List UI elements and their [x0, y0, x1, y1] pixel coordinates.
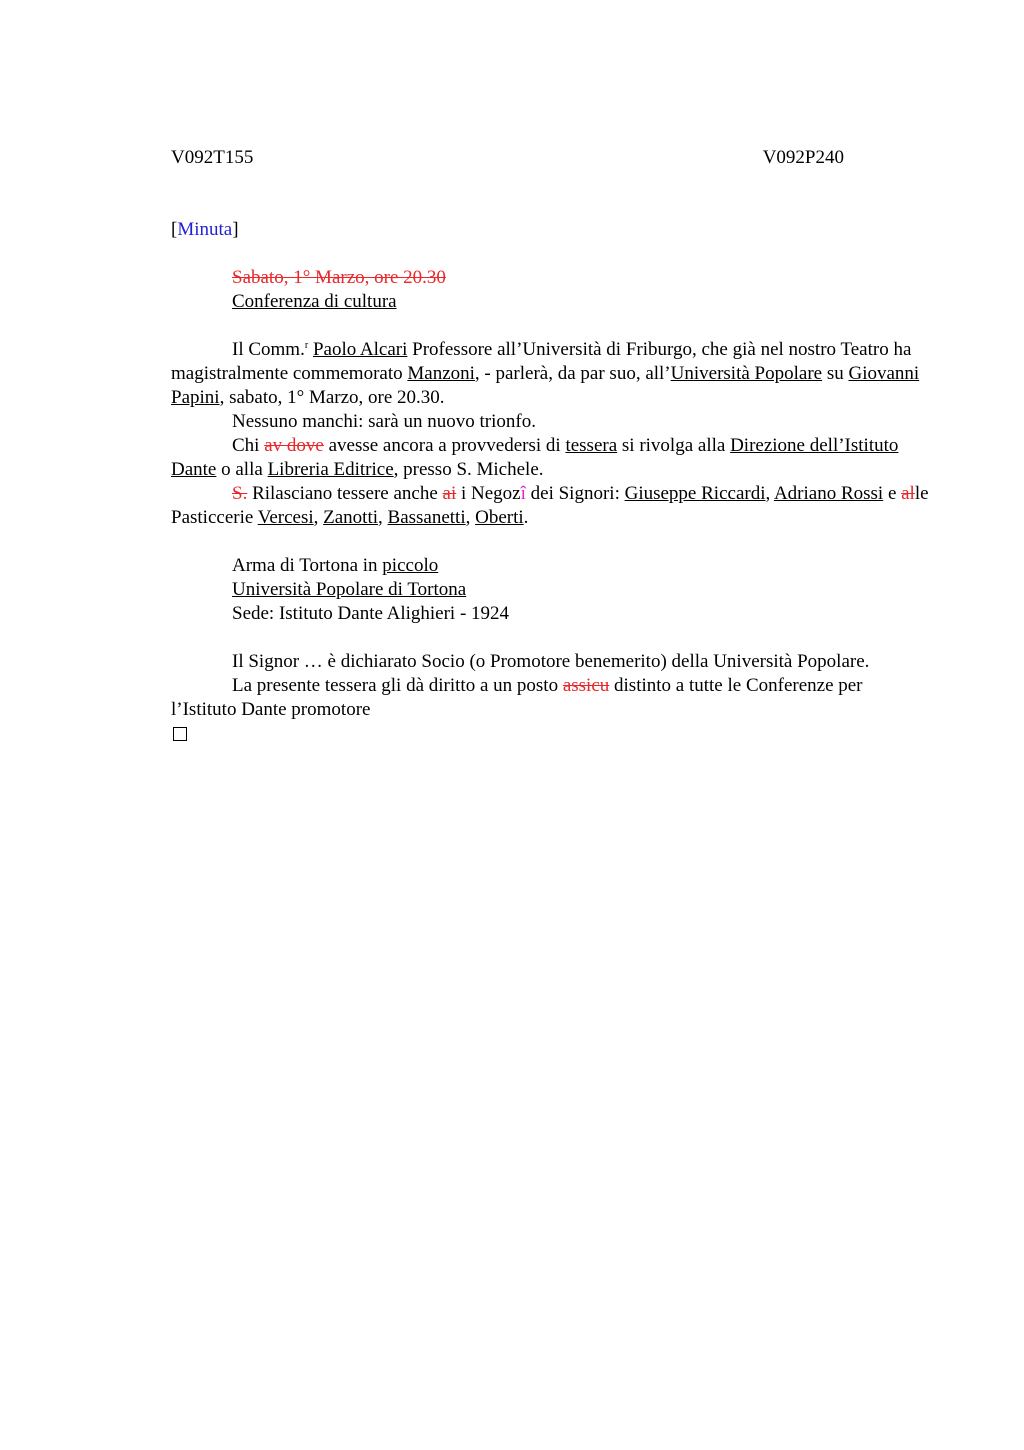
name-alcari: Paolo Alcari: [312, 339, 408, 360]
libreria-editrice: Libreria Editrice: [267, 459, 394, 480]
direzione-istituto: Direzione dell’Istituto Dante: [171, 435, 899, 480]
document-body: [171, 218, 931, 748]
paragraph-announcement: Il Comm.$^r$ Paolo Alcari Professore all’Università di Friburgo, che già nel nostro Teatro ha magistralmente commemorato Manzoni, - parlerà, da par suo, all’Università Popolare su Giovanni Papini, sabato, 1° Marzo, ore 20.30.: [171, 339, 920, 408]
paragraph-rights: La presente tessera gli dà diritto a un posto assicu distinto a tutte le Conferenze per l’Istituto Dante promotore: [171, 675, 863, 720]
card-arma: Arma di Tortona in piccolo: [232, 555, 439, 576]
paragraph-shops: S. Rilasciano tessere anche ai i Negozî dei Signori: Giuseppe Riccardi, Adriano Rossi e alle Pasticcerie Vercesi, Zanotti, Bassanetti, Oberti.: [171, 483, 929, 528]
card-sede: Sede: Istituto Dante Alighieri - 1924: [232, 603, 510, 624]
minuta-label: [Minuta]: [171, 219, 239, 240]
paragraph-exhortation: Nessuno manchi: sarà un nuovo trionfo.: [232, 411, 536, 432]
name-manzoni: Manzoni: [407, 363, 475, 384]
document-codes: [171, 146, 844, 170]
code-left: V092T155: [171, 147, 254, 168]
university-name: Università Popolare: [670, 363, 823, 384]
code-right: V092P240: [762, 147, 844, 168]
deleted-date: Sabato, 1° Marzo, ore 20.30: [232, 267, 446, 288]
minuta-text: Minuta: [177, 219, 233, 240]
paragraph-ticket-info: Chi av dove avesse ancora a provvedersi di tessera si rivolga alla Direzione dell’Istituto Dante o alla Libreria Editrice, presso S. Michele.: [171, 435, 899, 480]
paragraph-member: Il Signor … è dichiarato Socio (o Promotore benemerito) della Università Popolare.: [232, 651, 870, 672]
checkbox-square-icon: [173, 727, 187, 741]
card-university: Università Popolare di Tortona: [232, 579, 467, 600]
name-papini: Giovanni Papini: [171, 363, 920, 408]
notice-heading: Conferenza di cultura: [232, 291, 397, 312]
